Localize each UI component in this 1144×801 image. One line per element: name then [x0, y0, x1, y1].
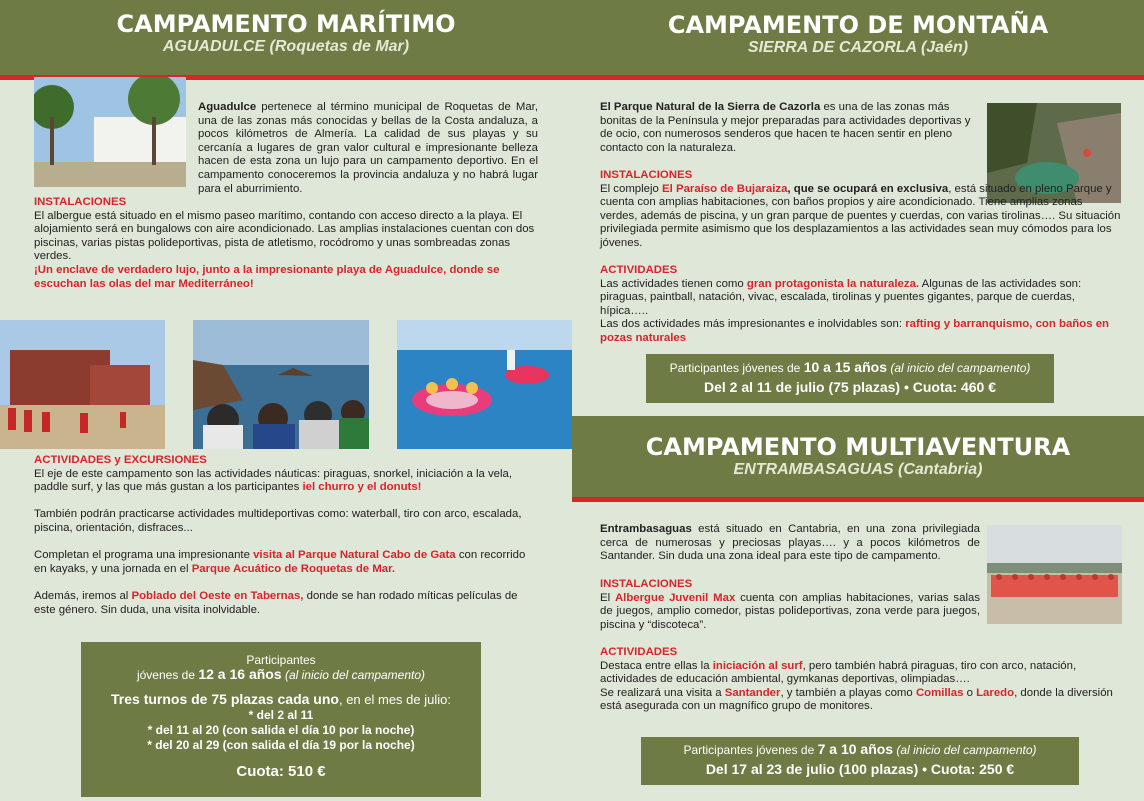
- montana-intro-bold: El Parque Natural de la Sierra de Cazorla: [600, 101, 821, 113]
- montana-inst-heading: INSTALACIONES: [600, 169, 693, 181]
- montana-inst-a: El complejo: [600, 182, 663, 195]
- multi-intro-bold: Entrambasaguas: [600, 523, 692, 535]
- montana-actividades: [600, 264, 1122, 346]
- maritimo-inst-heading: INSTALACIONES: [34, 196, 127, 208]
- multi-act-f: , y también a playas como: [780, 686, 916, 699]
- montana-subtitle: SIERRA DE CAZORLA (Jaén): [747, 39, 969, 56]
- maritimo-box-turno-3: * del 20 al 29 (con salida el día 19 por la noche): [147, 738, 415, 752]
- montana-act-e: rafting y barranquismo, con baños en pozas naturales: [600, 318, 1109, 344]
- montana-act-d: Las dos actividades más impresionantes e inolvidables son:: [600, 318, 906, 331]
- multi-act-a: Destaca entre ellas la: [600, 659, 713, 672]
- maritimo-info-box: [81, 642, 481, 797]
- box-l2c: (al inicio del campamento): [281, 668, 426, 682]
- photo-inflatable-donut: [397, 320, 572, 449]
- maritimo-header: [0, 0, 572, 75]
- maritimo-inst-text: El albergue está situado en el mismo paseo marítimo, contando con acceso directo a la playa. El alojamiento será en bungalows con aire acondicionado. Las amplias instalaciones cuentan con dos piscinas, varias pistas polideportivas, pista de atletismo, rocódromo y unas sombreadas zonas verdes.: [34, 209, 535, 263]
- multi-act-j: , donde la diversión está asegurada con un magnífico grupo de monitores.: [600, 686, 1113, 713]
- photo-group-building: [0, 320, 165, 449]
- act-p3-highlight-d: Parque Acuático de Roquetas de Mar.: [191, 562, 396, 575]
- multi-inst-heading: INSTALACIONES: [600, 578, 693, 590]
- multi-act-heading: ACTIVIDADES: [600, 646, 678, 658]
- montana-act-b: gran protagonista la naturaleza.: [746, 277, 920, 290]
- montana-inst-text: [600, 183, 1122, 251]
- box-l3b: , en el mes de julio:: [338, 692, 451, 707]
- multi-box-l1c: (al inicio del campamento): [893, 743, 1037, 757]
- multi-inst-c: cuenta con amplias habitaciones, varias salas de juegos, amplio comedor, pistas polideportivas, zona verde para juegos, piscina y “discoteca”.: [600, 591, 981, 631]
- act-p4-text-a: Además, iremos al: [34, 589, 132, 602]
- box-l2b: 12 a 16 años: [198, 666, 282, 682]
- montana-box-l1a: Participantes jóvenes de: [669, 361, 804, 375]
- maritimo-inst-highlight: ¡Un enclave de verdadero lujo, junto a la impresionante playa de Aguadulce, donde se escuchan las olas del mar Mediterráneo!: [34, 263, 500, 290]
- act-p3-text-c: con recorrido en kayaks, y una jornada en el: [34, 549, 526, 575]
- maritimo-title: CAMPAMENTO MARÍTIMO: [116, 10, 456, 38]
- multi-act-p2: [600, 687, 1122, 714]
- multi-intro: [600, 523, 980, 564]
- act-p4-text-c: donde se han rodado míticas películas de este género. Sin duda, una visita inolvidable.: [34, 589, 518, 616]
- montana-act-p1: [600, 278, 1122, 319]
- multi-act-c: , pero también habrá piraguas, tiro con arco, natación, actividades de educación ambiental, gymkanas deportivas, olimpiadas….: [600, 659, 1077, 686]
- multi-act-g: Comillas: [915, 686, 964, 699]
- act-p3-highlight-b: visita al Parque Natural Cabo de Gata: [253, 549, 456, 562]
- multi-box-edades: [641, 742, 1079, 758]
- box-l2a: jóvenes de: [136, 668, 199, 682]
- montana-header: [572, 0, 1144, 75]
- multi-instalaciones: [600, 578, 980, 632]
- maritimo-box-edades: [81, 667, 481, 683]
- maritimo-subtitle: AGUADULCE (Roquetas de Mar): [162, 38, 410, 55]
- montana-act-heading: ACTIVIDADES: [600, 264, 678, 276]
- montana-inst-c: , que se ocupará en exclusiva: [787, 182, 949, 195]
- montana-box-edades: [646, 360, 1054, 376]
- multi-box-l1a: Participantes jóvenes de: [683, 743, 818, 757]
- multi-inst-a: El: [600, 591, 615, 604]
- montana-title: CAMPAMENTO DE MONTAÑA: [667, 11, 1049, 39]
- maritimo-box-turno-2: * del 11 al 20 (con salida el día 10 por la noche): [147, 723, 415, 737]
- maritimo-act-heading: ACTIVIDADES y EXCURSIONES: [34, 454, 207, 466]
- montana-inst-b: El Paraíso de Bujaraiza: [662, 182, 788, 195]
- maritimo-instalaciones: [34, 196, 540, 291]
- montana-intro: [600, 101, 980, 155]
- multi-info-box: [641, 737, 1079, 785]
- act-p1-text: El eje de este campamento son las actividades náuticas: piraguas, snorkel, iniciación a la vela, paddle surf, y las que más gustan a los participantes: [34, 467, 513, 494]
- maritimo-intro: [198, 101, 538, 196]
- maritimo-act-p3: [34, 549, 540, 576]
- montana-box-l1c: (al inicio del campamento): [886, 361, 1031, 375]
- maritimo-act-p1: [34, 468, 540, 495]
- box-l3a: Tres turnos de 75 plazas cada uno: [111, 691, 339, 707]
- multi-inst-b: Albergue Juvenil Max: [614, 591, 736, 604]
- multi-box-fechas: Del 17 al 23 de julio (100 plazas) • Cuota: 250 €: [705, 761, 1015, 777]
- montana-box-l1b: 10 a 15 años: [803, 359, 887, 375]
- photo-kids-sea-rocks: [193, 320, 369, 449]
- multi-act-h: o: [963, 686, 977, 699]
- multi-act-i: Laredo: [976, 686, 1015, 699]
- act-p3-text-a: Completan el programa una impresionante: [34, 549, 254, 562]
- maritimo-intro-text: pertenece al término municipal de Roquetas de Mar, una de las zonas más conocidas y bellas de la Costa andaluza, a pocos kilómetros de Almería. La calidad de sus playas y su cercanía a lugares de gran valor cultural e impresionante belleza hacen de esta zona un lujo para un campamento deportivo. En el campamento conoceremos la provincia andaluza y no habrá lugar para el aburrimiento.: [198, 101, 538, 195]
- montana-act-a: Las actividades tienen como: [600, 277, 747, 290]
- multi-title: CAMPAMENTO MULTIAVENTURA: [645, 433, 1071, 461]
- photo-group-beach: [987, 525, 1122, 624]
- multi-act-b: iniciación al surf: [712, 659, 803, 672]
- montana-inst-d: , está situado en pleno Parque y cuenta con amplias habitaciones, con baños propios y aire acondicionado. Tiene amplias zonas verdes, además de piscina, y un gran parque de puentes y cuerdas, con varias tirolinas…. Su situación privilegiada permite asimismo que los desplazamientos a las actividades sean muy cómodos para los jóvenes.: [600, 182, 1121, 249]
- montana-act-p2: [600, 318, 1122, 345]
- multi-header: [572, 416, 1144, 497]
- maritimo-box-participantes: Participantes: [246, 653, 316, 667]
- multi-intro-text: está situado en Cantabria, en una zona privilegiada cerca de numerosas y preciosas playas…. y a pocos kilómetros de Santander. Sin duda una zona ideal para este tipo de campamento.: [600, 523, 980, 563]
- maritimo-box-turno-1: * del 2 al 11: [248, 708, 314, 722]
- multi-actividades: [600, 646, 1122, 714]
- multi-act-d: Se realizará una visita a: [600, 686, 725, 699]
- multi-box-l1b: 7 a 10 años: [817, 741, 894, 757]
- montana-box-fechas: Del 2 al 11 de julio (75 plazas) • Cuota: 460 €: [703, 379, 996, 395]
- montana-red-bar: [572, 75, 1144, 80]
- maritimo-box-cuota: Cuota: 510 €: [236, 763, 326, 780]
- montana-instalaciones: [600, 169, 1122, 251]
- montana-info-box: [646, 354, 1054, 403]
- maritimo-act-p2: También podrán practicarse actividades multideportivas como: waterball, tiro con arco, escalada, piscina, orientación, disfraces...: [34, 508, 522, 534]
- maritimo-actividades: [34, 454, 540, 617]
- multi-red-bar: [572, 497, 1144, 502]
- act-p1-highlight: iel churro y el donuts!: [302, 481, 422, 494]
- montana-intro-text: es una de las zonas más bonitas de la Península y mejor preparadas para actividades deportivas y de ocio, con numerosos senderos que hacen te hacen sentir en pleno contacto con la naturaleza.: [600, 101, 971, 154]
- maritimo-box-turnos: [81, 691, 481, 708]
- multi-act-e: Santander: [724, 686, 781, 699]
- multi-act-p1: [600, 660, 1122, 687]
- maritimo-intro-bold: Aguadulce: [198, 101, 257, 113]
- photo-albergue-aguadulce: [34, 77, 186, 187]
- multi-inst-text: [600, 592, 980, 633]
- act-p4-highlight-b: Poblado del Oeste en Tabernas,: [131, 589, 304, 602]
- montana-act-c: Algunas de las actividades son: piraguas, paintball, natación, vivac, escalada, tirolinas y puentes gigantes, parque de cuerdas, hípica…..: [600, 277, 1082, 317]
- maritimo-act-p4: [34, 590, 540, 617]
- multi-subtitle: ENTRAMBASAGUAS (Cantabria): [733, 461, 983, 478]
